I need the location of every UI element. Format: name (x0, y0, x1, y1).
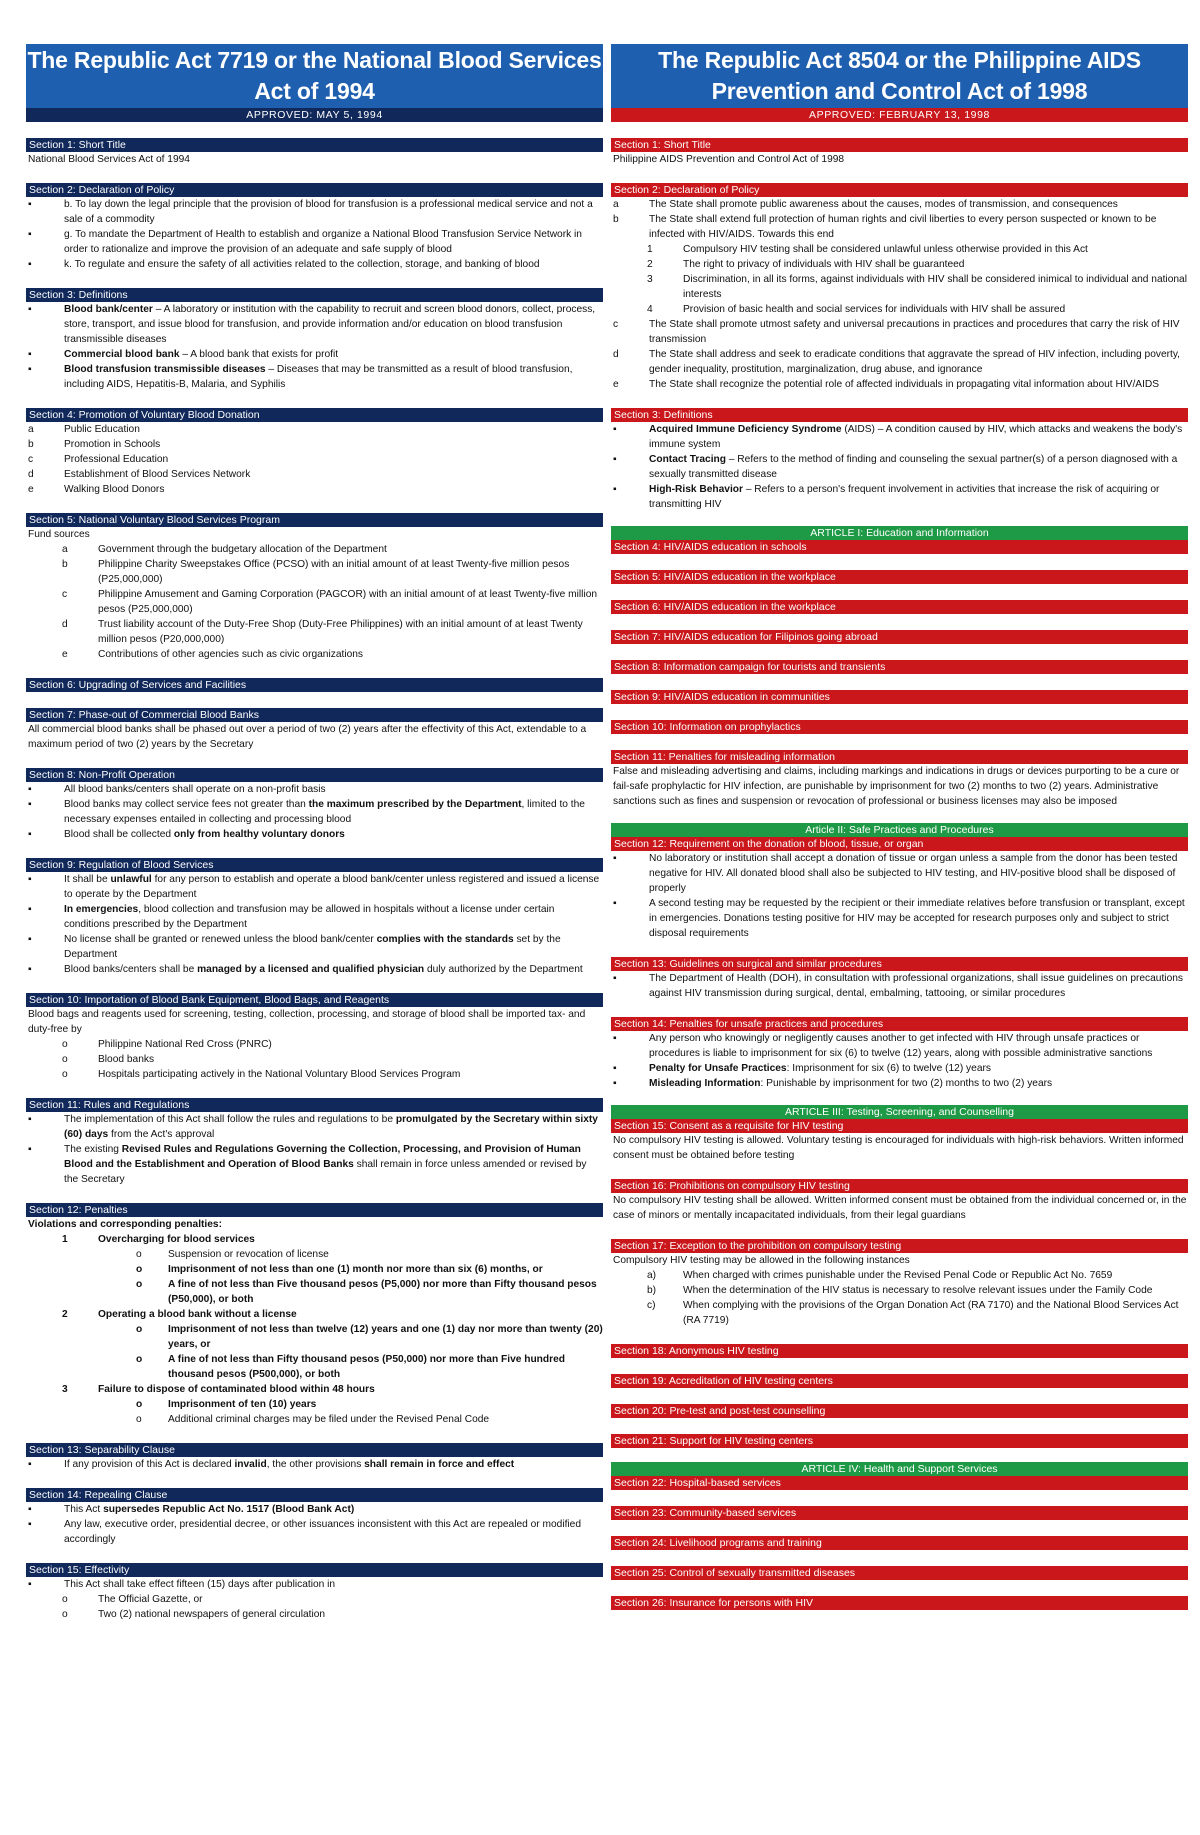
list-item: b Philippine Charity Sweepstakes Office (PCSO) with an initial amount of at least Twenty-five million pesos (P25,000,000) (62, 559, 570, 585)
definition-item: ▪ High-Risk Behavior – Refers to a person's frequent involvement in activities that increase the risk of acquiring or transmitting HIV (613, 484, 1160, 510)
section-header: Section 13: Guidelines on surgical and similar procedures (611, 957, 1188, 971)
r-section-7 (611, 630, 1188, 644)
r-section-26 (611, 1596, 1188, 1610)
bullet-icon: ▪ (28, 1579, 32, 1590)
section-header: Section 5: HIV/AIDS education in the workplace (611, 570, 1188, 584)
section-header: Section 1: Short Title (611, 138, 1188, 152)
list-item: o Blood banks (62, 1054, 155, 1065)
bullet-icon: ▪ (613, 973, 617, 984)
r-section-8 (611, 660, 1188, 674)
l-section-5 (26, 513, 603, 662)
bullet-icon: ▪ (28, 259, 32, 270)
list-item: ▪ If any provision of this Act is declared invalid, the other provisions shall remain in force and effect (28, 1459, 515, 1470)
r-section-1 (611, 138, 1188, 167)
right-column (611, 44, 1188, 1610)
list-item: ▪ Any law, executive order, presidential decree, or other issuances inconsistent with this Act are repealed or modified accordingly (28, 1519, 582, 1545)
list-item: ▪ This Act supersedes Republic Act No. 1517 (Blood Bank Act) (28, 1504, 355, 1515)
r-section-14 (611, 1017, 1188, 1091)
r-section-12 (611, 837, 1188, 941)
r-section-5 (611, 570, 1188, 584)
list-item: ▪ The implementation of this Act shall follow the rules and regulations to be promulgated by the Secretary within sixty (60) days from the Act's approval (28, 1114, 598, 1140)
section-header: Section 10: Information on prophylactics (611, 720, 1188, 734)
circle-bullet-icon: o (136, 1324, 143, 1335)
l-section-13 (26, 1443, 603, 1472)
bullet-icon: ▪ (28, 199, 32, 210)
list-item: ▪ This Act shall take effect fifteen (15) days after publication in (28, 1579, 336, 1590)
section-text: National Blood Services Act of 1994 (28, 154, 190, 165)
r-section-18 (611, 1344, 1188, 1358)
r-section-19 (611, 1374, 1188, 1388)
section-header: Section 4: HIV/AIDS education in schools (611, 540, 1188, 554)
section-header: Section 14: Repealing Clause (26, 1488, 603, 1502)
list-item: d The State shall address and seek to eradicate conditions that aggravate the spread of HIV infection, including poverty, gender inequality, prostitution, marginalization, drug abuse, and ignorance (613, 349, 1181, 375)
bullet-icon: ▪ (28, 1144, 32, 1155)
section-text: Philippine AIDS Prevention and Control Act of 1998 (613, 154, 845, 165)
bullet-icon: ▪ (28, 784, 32, 795)
section-header: Section 20: Pre-test and post-test counselling (611, 1404, 1188, 1418)
article-4-header: ARTICLE IV: Health and Support Services (611, 1462, 1188, 1476)
bullet-icon: ▪ (28, 904, 32, 915)
bullet-icon: ▪ (28, 964, 32, 975)
section-text: All commercial blood banks shall be phased out over a period of two (2) years after the effectivity of this Act, extendable to a maximum period of two (2) years by the Secretary (28, 724, 587, 750)
bullet-icon: ▪ (613, 454, 617, 465)
circle-bullet-icon: o (136, 1399, 143, 1410)
section-text: False and misleading advertising and claims, including markings and indications in drugs or devices purporting to be a cure or fail-safe prophylactic for HIV infection, are punishable by imprisonment for two (2) months to two (2) years. Administrative sanctions such as fines and suspension or revocation of professional or business licenses may also be imposed (613, 766, 1180, 807)
list-item: ▪ g. To mandate the Department of Health to establish and organize a National Blood Transfusion Service Network in order to rationalize and improve the provision of an adequate and safe supply of blood (28, 229, 582, 255)
bullet-icon: ▪ (28, 364, 32, 375)
section-header: Section 6: HIV/AIDS education in the workplace (611, 600, 1188, 614)
l-section-4 (26, 408, 603, 497)
list-item: c) When complying with the provisions of the Organ Donation Act (RA 7170) and the National Blood Services Act (RA 7719) (647, 1300, 1179, 1326)
list-item: ▪ No license shall be granted or renewed unless the blood bank/center complies with the standards set by the Department (28, 934, 561, 960)
section-text: Compulsory HIV testing may be allowed in the following instances (613, 1255, 910, 1266)
left-column (26, 44, 603, 1622)
bullet-icon: ▪ (613, 853, 617, 864)
section-text: Violations and corresponding penalties: (28, 1219, 222, 1230)
list-item: e Contributions of other agencies such as civic organizations (62, 649, 364, 660)
ra8504-title: The Republic Act 8504 or the Philippine AIDS Prevention and Control Act of 1998 (611, 44, 1188, 108)
r-section-15 (611, 1119, 1188, 1163)
r-section-24 (611, 1536, 1188, 1550)
ra8504-approved-date: APPROVED: FEBRUARY 13, 1998 (611, 108, 1188, 122)
section-header: Section 1: Short Title (26, 138, 603, 152)
penalty-subitem: o A fine of not less than Five thousand pesos (P5,000) nor more than Fifty thousand pesos (P50,000), or both (136, 1279, 597, 1305)
bullet-icon: ▪ (28, 1504, 32, 1515)
section-header: Section 19: Accreditation of HIV testing centers (611, 1374, 1188, 1388)
circle-bullet-icon: o (136, 1279, 143, 1290)
bullet-icon: ▪ (613, 1078, 617, 1089)
definition-item: ▪ Blood bank/center – A laboratory or institution with the capability to recruit and screen blood donors, collect, process, store, transport, and issue blood for transfusion, and provide information and/or education on blood transfusion transmissible diseases (28, 304, 596, 345)
list-item: b) When the determination of the HIV status is necessary to resolve relevant issues under the Family Code (647, 1285, 1153, 1296)
section-header: Section 25: Control of sexually transmitted diseases (611, 1566, 1188, 1580)
r-section-22 (611, 1476, 1188, 1490)
circle-bullet-icon: o (136, 1249, 142, 1260)
ra7719-approved-date: APPROVED: MAY 5, 1994 (26, 108, 603, 122)
penalty-subitem: o Imprisonment of not less than one (1) month nor more than six (6) months, or (136, 1264, 543, 1275)
list-item: ▪ Blood shall be collected only from healthy voluntary donors (28, 829, 345, 840)
penalty-subitem: o Suspension or revocation of license (136, 1249, 329, 1260)
section-header: Section 14: Penalties for unsafe practices and procedures (611, 1017, 1188, 1031)
list-item: ▪ No laboratory or institution shall accept a donation of tissue or organ unless a sample from the donor has been tested negative for HIV. All donated blood shall also be subjected to HIV testing, and HIV-positive blood shall be disposed of properly (613, 853, 1178, 894)
section-header: Section 5: National Voluntary Blood Services Program (26, 513, 603, 527)
section-text: Blood bags and reagents used for screening, testing, collection, processing, and storage of blood shall be imported tax- and duty-free by (28, 1009, 586, 1035)
l-section-2 (26, 183, 603, 272)
section-header: Section 2: Declaration of Policy (26, 183, 603, 197)
section-header: Section 10: Importation of Blood Bank Equipment, Blood Bags, and Reagents (26, 993, 603, 1007)
list-item: b Promotion in Schools (28, 439, 161, 450)
l-section-12 (26, 1203, 603, 1427)
penalty-subitem: o Imprisonment of not less than twelve (12) years and one (1) day nor more than twenty (20) years, or (136, 1324, 603, 1350)
list-item: ▪ In emergencies, blood collection and transfusion may be allowed in hospitals without a license under certain conditions prescribed by the Department (28, 904, 555, 930)
bullet-icon: ▪ (28, 1519, 32, 1530)
list-item: c The State shall promote utmost safety and universal precautions in practices and procedures that carry the risk of HIV transmission (613, 319, 1180, 345)
l-section-9 (26, 858, 603, 977)
l-section-6 (26, 678, 603, 692)
section-header: Section 3: Definitions (611, 408, 1188, 422)
l-section-7 (26, 708, 603, 752)
list-item: a Public Education (28, 424, 140, 435)
section-header: Section 24: Livelihood programs and training (611, 1536, 1188, 1550)
section-header: Section 21: Support for HIV testing centers (611, 1434, 1188, 1448)
definition-item: ▪ Commercial blood bank – A blood bank that exists for profit (28, 349, 339, 360)
section-header: Section 2: Declaration of Policy (611, 183, 1188, 197)
bullet-icon: ▪ (613, 1033, 617, 1044)
l-section-14 (26, 1488, 603, 1547)
penalty-subitem: o A fine of not less than Fifty thousand pesos (P50,000) nor more than Five hundred thousand pesos (P500,000), or both (136, 1354, 565, 1380)
section-header: Section 12: Requirement on the donation of blood, tissue, or organ (611, 837, 1188, 851)
r-section-11 (611, 750, 1188, 809)
circle-bullet-icon: o (136, 1414, 142, 1425)
section-header: Section 6: Upgrading of Services and Facilities (26, 678, 603, 692)
r-section-4 (611, 540, 1188, 554)
r-section-3 (611, 408, 1188, 512)
definition-item: ▪ Contact Tracing – Refers to the method of finding and counseling the sexual partner(s) of a person diagnosed with a sexually transmitted disease (613, 454, 1178, 480)
list-item: e Walking Blood Donors (28, 484, 165, 495)
list-item: a) When charged with crimes punishable under the Revised Penal Code or Republic Act No. 7659 (647, 1270, 1113, 1281)
section-header: Section 18: Anonymous HIV testing (611, 1344, 1188, 1358)
section-text: No compulsory HIV testing is allowed. Voluntary testing is encouraged for individuals with high-risk behaviors. Written informed consent must be obtained before testing (613, 1135, 1184, 1161)
bullet-icon: ▪ (28, 229, 32, 240)
circle-bullet-icon: o (136, 1354, 143, 1365)
list-item: e The State shall recognize the potential role of affected individuals in propagating vital information about HIV/AIDS (613, 379, 1160, 390)
bullet-icon: ▪ (28, 874, 32, 885)
definition-item: ▪ Acquired Immune Deficiency Syndrome (AIDS) – A condition caused by HIV, which attacks and weakens the body's immune system (613, 424, 1183, 450)
r-section-2 (611, 183, 1188, 392)
l-section-8 (26, 768, 603, 842)
bullet-icon: ▪ (28, 349, 32, 360)
circle-bullet-icon: o (62, 1039, 68, 1050)
list-item: ▪ Any person who knowingly or negligently causes another to get infected with HIV through unsafe practices or procedures is liable to imprisonment for six (6) to twelve (12) years, along with possible administrative sanctions (613, 1033, 1153, 1059)
section-header: Section 15: Consent as a requisite for HIV testing (611, 1119, 1188, 1133)
section-text: Fund sources (28, 529, 90, 540)
bullet-icon: ▪ (28, 1114, 32, 1125)
list-item: o The Official Gazette, or (62, 1594, 203, 1605)
section-header: Section 13: Separability Clause (26, 1443, 603, 1457)
section-header: Section 22: Hospital-based services (611, 1476, 1188, 1490)
list-item: ▪ k. To regulate and ensure the safety of all activities related to the collection, storage, and banking of blood (28, 259, 540, 270)
list-item: o Philippine National Red Cross (PNRC) (62, 1039, 272, 1050)
list-item: ▪ Blood banks may collect service fees not greater than the maximum prescribed by the Department, limited to the necessary expenses entailed in collecting and processing blood (28, 799, 585, 825)
ra7719-title: The Republic Act 7719 or the National Blood Services Act of 1994 (26, 44, 603, 108)
r-section-9 (611, 690, 1188, 704)
bullet-icon: ▪ (28, 1459, 32, 1470)
section-header: Section 7: Phase-out of Commercial Blood Banks (26, 708, 603, 722)
penalty-item: 3 Failure to dispose of contaminated blood within 48 hours (62, 1384, 375, 1395)
list-item: ▪ b. To lay down the legal principle that the provision of blood for transfusion is a professional medical service and not a sale of a commodity (28, 199, 593, 225)
list-item: a Government through the budgetary allocation of the Department (62, 544, 387, 555)
section-header: Section 15: Effectivity (26, 1563, 603, 1577)
bullet-icon: ▪ (613, 484, 617, 495)
list-item: c Professional Education (28, 454, 169, 465)
section-header: Section 4: Promotion of Voluntary Blood Donation (26, 408, 603, 422)
section-text: No compulsory HIV testing shall be allowed. Written informed consent must be obtained from the individual concerned or, in the case of minors or mentally incapacitated individuals, from their legal guardians (613, 1195, 1187, 1221)
article-2-header: Article II: Safe Practices and Procedures (611, 823, 1188, 837)
article-3-header: ARTICLE III: Testing, Screening, and Counselling (611, 1105, 1188, 1119)
list-item: 2 The right to privacy of individuals with HIV shall be guaranteed (647, 259, 965, 270)
section-header: Section 9: Regulation of Blood Services (26, 858, 603, 872)
list-item: ▪ The Department of Health (DOH), in consultation with professional organizations, shall issue guidelines on precautions against HIV transmission during surgical, dental, embalming, tattooing, or similar procedures (613, 973, 1183, 999)
list-item: ▪ Blood banks/centers shall be managed by a licensed and qualified physician duly authorized by the Department (28, 964, 583, 975)
penalty-item: 1 Overcharging for blood services (62, 1234, 255, 1245)
r-section-23 (611, 1506, 1188, 1520)
section-header: Section 16: Prohibitions on compulsory HIV testing (611, 1179, 1188, 1193)
r-section-6 (611, 600, 1188, 614)
list-item: ▪ It shall be unlawful for any person to establish and operate a blood bank/center unless registered and issued a license to operate by the Department (28, 874, 600, 900)
section-header: Section 26: Insurance for persons with HIV (611, 1596, 1188, 1610)
penalty-subitem: o Imprisonment of ten (10) years (136, 1399, 317, 1410)
list-item: c Philippine Amusement and Gaming Corporation (PAGCOR) with an initial amount of at least Twenty-five million pesos (P25,000,000) (62, 589, 598, 615)
bullet-icon: ▪ (28, 934, 32, 945)
list-item: 1 Compulsory HIV testing shall be considered unlawful unless otherwise provided in this Act (647, 244, 1088, 255)
l-section-1 (26, 138, 603, 167)
r-section-13 (611, 957, 1188, 1001)
r-section-10 (611, 720, 1188, 734)
definition-item: ▪ Blood transfusion transmissible diseases – Diseases that may be transmitted as a result of blood transfusion, including AIDS, Hepatitis-B, Malaria, and Syphilis (28, 364, 573, 390)
section-header: Section 8: Information campaign for tourists and transients (611, 660, 1188, 674)
l-section-15 (26, 1563, 603, 1622)
section-header: Section 3: Definitions (26, 288, 603, 302)
list-item: d Establishment of Blood Services Network (28, 469, 251, 480)
list-item: ▪ Penalty for Unsafe Practices: Imprisonment for six (6) to twelve (12) years (613, 1063, 991, 1074)
l-section-3 (26, 288, 603, 392)
bullet-icon: ▪ (613, 1063, 617, 1074)
circle-bullet-icon: o (62, 1594, 68, 1605)
bullet-icon: ▪ (28, 799, 32, 810)
circle-bullet-icon: o (62, 1609, 68, 1620)
list-item: o Hospitals participating actively in the National Voluntary Blood Services Program (62, 1069, 461, 1080)
bullet-icon: ▪ (28, 829, 32, 840)
list-item: o Two (2) national newspapers of general circulation (62, 1609, 326, 1620)
list-item: ▪ Misleading Information: Punishable by imprisonment for two (2) months to two (2) years (613, 1078, 1053, 1089)
list-item: b The State shall extend full protection of human rights and civil liberties to every person suspected or known to be infected with HIV/AIDS. Towards this end (613, 214, 1157, 240)
penalty-item: 2 Operating a blood bank without a license (62, 1309, 297, 1320)
l-section-11 (26, 1098, 603, 1187)
penalty-subitem: o Additional criminal charges may be filed under the Revised Penal Code (136, 1414, 490, 1425)
section-header: Section 17: Exception to the prohibition on compulsory testing (611, 1239, 1188, 1253)
section-header: Section 11: Rules and Regulations (26, 1098, 603, 1112)
r-section-25 (611, 1566, 1188, 1580)
r-section-16 (611, 1179, 1188, 1223)
bullet-icon: ▪ (28, 304, 32, 315)
circle-bullet-icon: o (62, 1054, 68, 1065)
article-1-header: ARTICLE I: Education and Information (611, 526, 1188, 540)
list-item: ▪ A second testing may be requested by the recipient or their immediate relatives before transfusion or transplant, except in emergencies. Donations testing positive for HIV may be accepted for research purposes only and subject to strict disposal requirements (613, 898, 1185, 939)
section-header: Section 8: Non-Profit Operation (26, 768, 603, 782)
section-header: Section 9: HIV/AIDS education in communities (611, 690, 1188, 704)
l-section-10 (26, 993, 603, 1082)
r-section-21 (611, 1434, 1188, 1448)
list-item: ▪ The existing Revised Rules and Regulations Governing the Collection, Processing, and Provision of Human Blood and the Establishment and Operation of Blood Banks shall remain in force unless amended or revised by the Secretary (28, 1144, 587, 1185)
bullet-icon: ▪ (613, 424, 617, 435)
list-item: a The State shall promote public awareness about the causes, modes of transmission, and consequences (613, 199, 1118, 210)
section-header: Section 12: Penalties (26, 1203, 603, 1217)
section-header: Section 7: HIV/AIDS education for Filipinos going abroad (611, 630, 1188, 644)
section-header: Section 23: Community-based services (611, 1506, 1188, 1520)
circle-bullet-icon: o (136, 1264, 143, 1275)
r-section-20 (611, 1404, 1188, 1418)
r-section-17 (611, 1239, 1188, 1328)
list-item: d Trust liability account of the Duty-Free Shop (Duty-Free Philippines) with an initial amount of at least Twenty million pesos (P20,000,000) (62, 619, 583, 645)
list-item: ▪ All blood banks/centers shall operate on a non-profit basis (28, 784, 326, 795)
circle-bullet-icon: o (62, 1069, 68, 1080)
bullet-icon: ▪ (613, 898, 617, 909)
section-header: Section 11: Penalties for misleading information (611, 750, 1188, 764)
list-item: 3 Discrimination, in all its forms, against individuals with HIV shall be considered inimical to individual and national interests (647, 274, 1187, 300)
list-item: 4 Provision of basic health and social services for individuals with HIV shall be assured (647, 304, 1066, 315)
